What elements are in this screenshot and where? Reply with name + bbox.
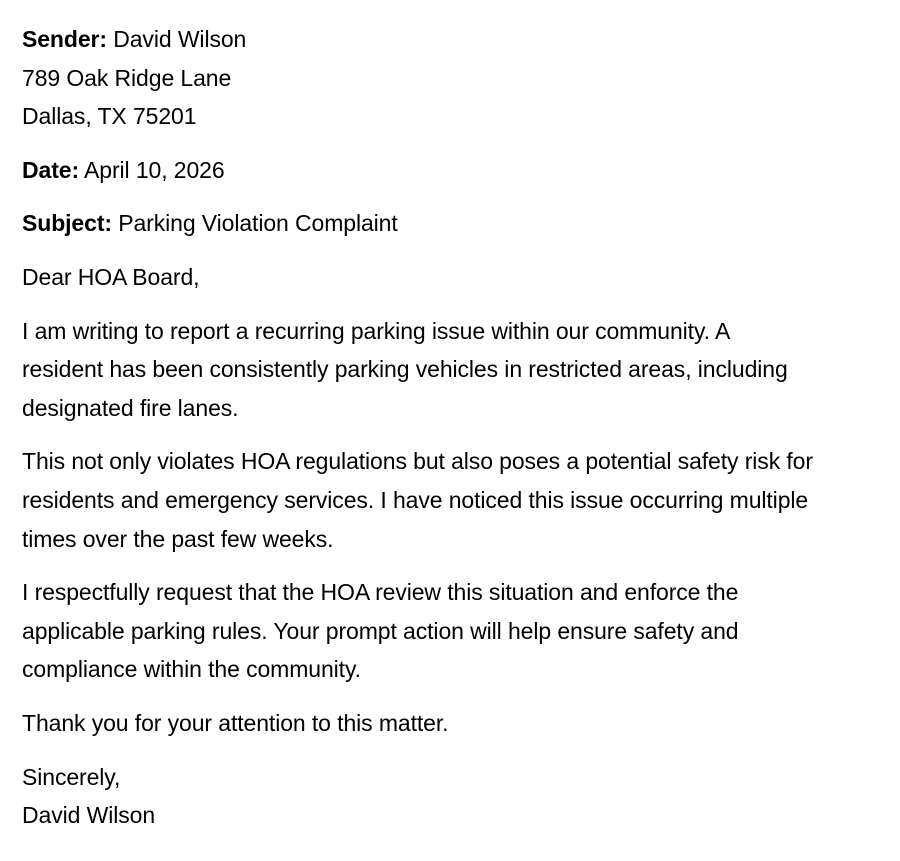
subject-label: Subject:	[22, 210, 112, 237]
closing-thanks: Thank you for your attention to this matter.	[22, 709, 449, 736]
paragraph-line: resident has been consistently parking vehicles in restricted areas, including	[22, 356, 788, 383]
date-block	[22, 151, 878, 190]
sender-label: Sender:	[22, 26, 107, 52]
salutation-block	[22, 258, 878, 297]
paragraph-line: residents and emergency services. I have noticed this issue occurring multiple	[22, 486, 809, 513]
signature-block	[22, 758, 878, 835]
paragraph-2	[22, 442, 878, 558]
date-value: April 10, 2026	[79, 156, 225, 183]
signoff: Sincerely,	[22, 763, 121, 790]
closing-thanks-block	[22, 704, 878, 743]
paragraph-line: applicable parking rules. Your prompt action will help ensure safety and	[22, 617, 739, 644]
paragraph-line: I respectfully request that the HOA review this situation and enforce the	[22, 579, 739, 606]
paragraph-line: designated fire lanes.	[22, 394, 239, 421]
sender-block	[22, 20, 878, 136]
paragraph-3	[22, 573, 878, 689]
sender-name: David Wilson	[106, 26, 247, 52]
paragraph-line: I am writing to report a recurring parking issue within our community. A	[22, 317, 731, 344]
paragraph-line: compliance within the community.	[22, 656, 361, 683]
date-line	[22, 151, 878, 190]
paragraph-line: This not only violates HOA regulations but also poses a potential safety risk for	[22, 448, 813, 475]
date-label: Date:	[22, 156, 80, 183]
subject-value: Parking Violation Complaint	[111, 210, 398, 237]
salutation: Dear HOA Board,	[22, 263, 200, 290]
subject-block	[22, 204, 878, 243]
signature: David Wilson	[22, 802, 156, 829]
sender-address-line-2: Dallas, TX 75201	[22, 103, 197, 130]
sender-address-line-1: 789 Oak Ridge Lane	[22, 64, 232, 91]
paragraph-line: times over the past few weeks.	[22, 525, 334, 552]
subject-line	[22, 204, 878, 243]
paragraph-1	[22, 312, 878, 428]
sender-line	[22, 20, 878, 59]
